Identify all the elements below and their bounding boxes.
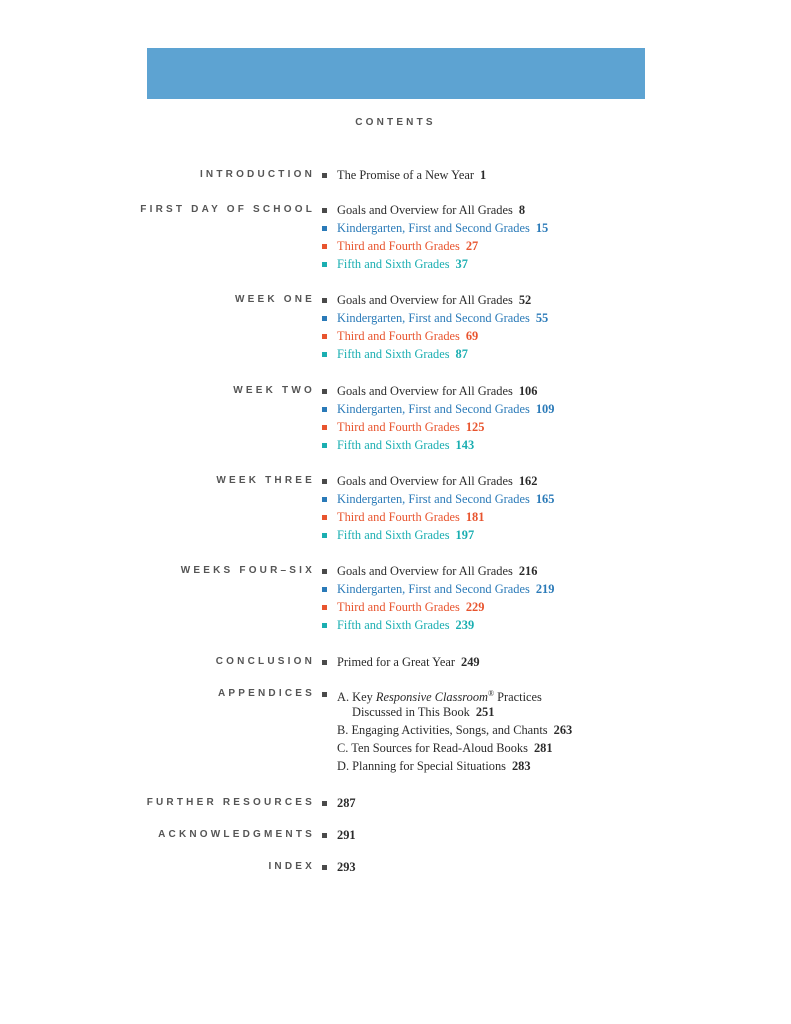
- entry-title: Goals and Overview for All Grades: [337, 564, 513, 578]
- bullet-square-icon: [322, 334, 327, 339]
- entry-title: Kindergarten, First and Second Grades: [337, 401, 530, 416]
- bullet-square-icon: [322, 497, 327, 502]
- toc-entry[interactable]: [337, 858, 356, 876]
- page-number: 251: [475, 704, 495, 719]
- entry-title: D. Planning for Special Situations: [337, 758, 506, 773]
- entry-title: Kindergarten, First and Second Grades: [337, 581, 530, 596]
- entry-title: Goals and Overview for All Grades: [337, 384, 513, 398]
- entry-title: Third and Fourth Grades: [337, 328, 460, 343]
- page-number: 106: [518, 384, 538, 398]
- bullet-square-icon: [322, 425, 327, 430]
- toc-entry[interactable]: [337, 400, 554, 418]
- page-number: 165: [535, 491, 555, 506]
- entry-title: Third and Fourth Grades: [337, 599, 460, 614]
- entry-title: Third and Fourth Grades: [337, 238, 460, 253]
- toc-entry[interactable]: [337, 598, 484, 616]
- entry-title: Goals and Overview for All Grades: [337, 293, 513, 307]
- bullet-square-icon: [322, 262, 327, 267]
- section-label: WEEKS FOUR–SIX: [180, 565, 315, 576]
- toc-entry[interactable]: [337, 490, 554, 508]
- toc-entry[interactable]: [337, 739, 553, 757]
- page-number: 87: [455, 346, 468, 361]
- toc-entry[interactable]: [337, 757, 531, 775]
- page-number: 249: [461, 655, 480, 669]
- entry-title: Kindergarten, First and Second Grades: [337, 220, 530, 235]
- entry-title: Discussed in This Book: [352, 704, 470, 719]
- entry-title: Primed for a Great Year: [337, 655, 456, 669]
- page-number: 55: [535, 310, 549, 325]
- bullet-square-icon: [322, 533, 327, 538]
- toc-entry[interactable]: [337, 616, 474, 634]
- entry-title: Practices: [494, 690, 542, 705]
- entry-title: Third and Fourth Grades: [337, 509, 460, 524]
- toc-entry[interactable]: [337, 526, 474, 544]
- bullet-square-icon: [322, 316, 327, 321]
- page-number: 37: [455, 256, 468, 271]
- toc-entry[interactable]: [337, 255, 468, 273]
- entry-title: Fifth and Sixth Grades: [337, 527, 450, 542]
- page-number: 27: [465, 238, 479, 253]
- entry-title: B. Engaging Activities, Songs, and Chants: [337, 722, 548, 737]
- bullet-square-icon: [322, 407, 327, 412]
- page-number: 1: [479, 168, 487, 182]
- toc-entry[interactable]: [337, 345, 468, 363]
- entry-title: Fifth and Sixth Grades: [337, 437, 450, 452]
- toc-entry[interactable]: [337, 472, 537, 490]
- toc-entry[interactable]: [337, 309, 548, 327]
- page-number: 8: [518, 203, 526, 217]
- bullet-square-icon: [322, 587, 327, 592]
- section-label: WEEK TWO: [233, 385, 315, 396]
- toc-entry[interactable]: [337, 508, 484, 526]
- bullet-square-icon: [322, 605, 327, 610]
- bullet-square-icon: [322, 443, 327, 448]
- section-label: FIRST DAY OF SCHOOL: [140, 204, 315, 215]
- entry-title: Kindergarten, First and Second Grades: [337, 491, 530, 506]
- section-label: APPENDICES: [217, 688, 315, 699]
- page-number: 291: [337, 828, 356, 842]
- bullet-square-icon: [322, 515, 327, 520]
- bullet-square-icon: [322, 208, 327, 213]
- bullet-square-icon: [322, 244, 327, 249]
- registered-mark: ®: [487, 689, 495, 698]
- toc-entry[interactable]: [337, 166, 486, 184]
- section-label: CONCLUSION: [215, 656, 315, 667]
- toc-entry[interactable]: [337, 436, 474, 454]
- entry-title: C. Ten Sources for Read-Aloud Books: [337, 740, 528, 755]
- page-number: 263: [553, 722, 573, 737]
- page-number: 109: [535, 401, 555, 416]
- toc-entry[interactable]: [337, 653, 480, 671]
- page-number: 69: [465, 328, 479, 343]
- bullet-square-icon: [322, 479, 327, 484]
- toc-entry[interactable]: [337, 237, 478, 255]
- toc-entry-appendix-a-line2[interactable]: [337, 703, 494, 721]
- page-number: 287: [337, 796, 356, 810]
- bullet-square-icon: [322, 801, 327, 806]
- bullet-square-icon: [322, 352, 327, 357]
- bullet-square-icon: [322, 298, 327, 303]
- page-number: 229: [465, 599, 485, 614]
- toc-entry[interactable]: [337, 721, 572, 739]
- page-number: 181: [465, 509, 485, 524]
- toc-entry[interactable]: [337, 382, 537, 400]
- entry-title: Kindergarten, First and Second Grades: [337, 310, 530, 325]
- toc-entry[interactable]: [337, 580, 554, 598]
- entry-title-italic: Responsive Classroom: [375, 690, 488, 705]
- bullet-square-icon: [322, 389, 327, 394]
- section-label: FURTHER RESOURCES: [146, 797, 315, 808]
- page-number: 216: [518, 564, 538, 578]
- section-label: INTRODUCTION: [199, 169, 315, 180]
- entry-title: The Promise of a New Year: [337, 168, 474, 182]
- toc-entry[interactable]: [337, 794, 356, 812]
- bullet-square-icon: [322, 833, 327, 838]
- bullet-square-icon: [322, 623, 327, 628]
- toc-entry[interactable]: [337, 291, 531, 309]
- page-number: 281: [533, 740, 553, 755]
- page-number: 143: [455, 437, 475, 452]
- page-title: CONTENTS: [355, 117, 436, 128]
- page-number: 162: [518, 474, 538, 488]
- bullet-square-icon: [322, 173, 327, 178]
- page-number: 15: [535, 220, 549, 235]
- section-label: WEEK ONE: [234, 294, 315, 305]
- entry-title: Fifth and Sixth Grades: [337, 617, 450, 632]
- entry-title: Fifth and Sixth Grades: [337, 256, 450, 271]
- section-label: INDEX: [268, 861, 315, 872]
- page-number: 239: [455, 617, 475, 632]
- entry-title: A. Key: [337, 690, 376, 705]
- toc-entry[interactable]: [337, 418, 484, 436]
- page-number: 125: [465, 419, 485, 434]
- bullet-square-icon: [322, 226, 327, 231]
- page-number: 219: [535, 581, 555, 596]
- page-number: 52: [518, 293, 532, 307]
- bullet-square-icon: [322, 660, 327, 665]
- header-banner: [147, 48, 645, 99]
- toc-entry[interactable]: [337, 219, 548, 237]
- toc-entry[interactable]: [337, 201, 525, 219]
- toc-entry[interactable]: [337, 826, 356, 844]
- bullet-square-icon: [322, 569, 327, 574]
- entry-title: Goals and Overview for All Grades: [337, 203, 513, 217]
- page-number: 283: [511, 758, 531, 773]
- section-label: WEEK THREE: [216, 475, 315, 486]
- bullet-square-icon: [322, 865, 327, 870]
- entry-title: Goals and Overview for All Grades: [337, 474, 513, 488]
- bullet-square-icon: [322, 692, 327, 697]
- entry-title: Third and Fourth Grades: [337, 419, 460, 434]
- section-label: ACKNOWLEDGMENTS: [158, 829, 315, 840]
- page-number: 293: [337, 860, 356, 874]
- toc-entry[interactable]: [337, 327, 478, 345]
- entry-title: Fifth and Sixth Grades: [337, 346, 450, 361]
- toc-entry[interactable]: [337, 562, 537, 580]
- page-number: 197: [455, 527, 475, 542]
